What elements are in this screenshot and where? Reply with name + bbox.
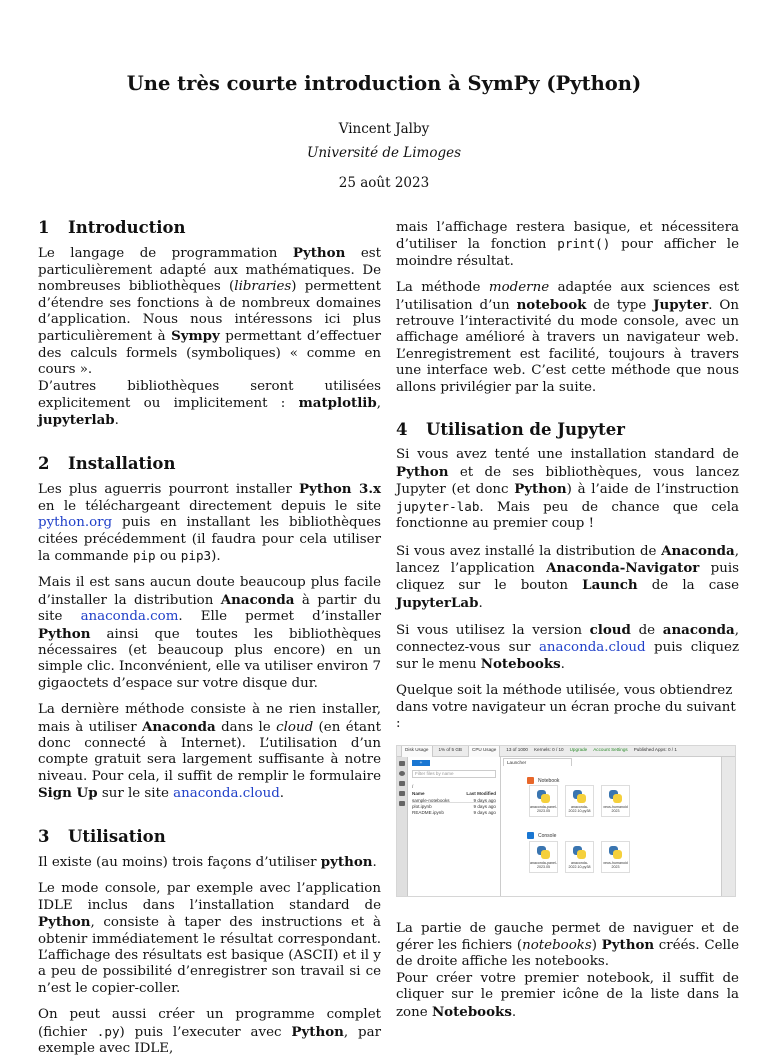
paragraph: La partie de gauche permet de naviguer et de gérer les fichiers (notebooks) Python créés. Celle de droite affiche les notebooks. [396,920,739,970]
section-heading-jupyter: 4 Utilisation de Jupyter [396,420,625,440]
anaconda-cloud-link[interactable]: anaconda.cloud [173,786,280,802]
console-kernel-card: anaconda-panel-2023.05 [529,841,558,873]
python-icon [609,790,622,803]
section-heading-utilisation: 3 Utilisation [38,826,166,846]
paragraph: Si vous utilisez la version cloud de anaconda, connectez-vous sur anaconda.cloud puis cliquez sur le menu Notebooks. [396,622,739,672]
paragraph: Les plus aguerris pourront installer Python 3.x en le téléchargeant directement depuis le site python.org puis en installant les bibliothèques citées précédemment (il faudra pour cela utiliser la commande pip ou pip3). [38,481,382,564]
right-sidebar [721,757,735,896]
python-icon [537,846,550,859]
paragraph: La méthode moderne adaptée aux sciences est l’utilisation d’un notebook de type Jupyter. On retrouve l’interactivité du mode console, avec un affichage amélioré à travers un navigateur web. L’enregistrement est facilité, toujours à travers une interface web. C’est cette méthode que nous allons privilégier par la suite. [396,280,740,395]
folder-icon [399,761,405,766]
console-kernel-card: xeus-humanoid 2023 [601,841,630,873]
file-row: plot.ipynb 9 days ago [412,803,496,809]
toc-icon [399,791,405,796]
python-icon [573,846,586,859]
paragraph: Si vous avez tenté une installation standard de Python et de ses bibliothèques, vous lancez Jupyter (et donc Python) à l’aide de l’instruction jupyter-lab. Mais peu de chance que cela fonctionne au premier coup ! [396,447,739,532]
paragraph: On peut aussi créer un programme complet (fichier .py) puis l’executer avec Python, par exemple avec IDLE, [38,1007,381,1057]
anaconda-com-link[interactable]: anaconda.com [80,609,179,625]
paragraph: mais l’affichage restera basique, et nécessitera d’utiliser la fonction print() pour afficher le moindre résultat. [396,220,739,269]
notebook-section: Notebook [527,773,559,789]
console-icon [527,832,534,839]
filter-input: Filter files by name [412,770,496,778]
section-heading-installation: 2 Installation [38,453,176,473]
affiliation: Université de Limoges [306,145,462,161]
launcher-tab: Launcher [503,758,572,766]
paragraph: Pour créer votre premier notebook, il suffit de cliquer sur le premier icône de la liste dans la zone Notebooks. [396,970,739,1020]
left-column [38,220,381,1057]
python-icon [537,790,550,803]
paragraph: La dernière méthode consiste à ne rien installer, mais à utiliser Anaconda dans le cloud (en étant donc connecté à Internet). L’utilisation d’un compte gratuit sera largement suffisante à notre niveau. Pour cela, il suffit de remplir le formulaire Sign Up sur le site anaconda.cloud. [38,702,382,802]
screenshot-topbar: Disk Usage 1% of 5 GB CPU Usage 13 of 1000 Kernels: 0 / 10 Upgrade Account Settings Published Apps: 0 / 1 [397,746,735,757]
running-icon [399,771,405,776]
jupyterlab-screenshot [396,745,736,897]
launcher-panel [501,757,721,896]
notebook-icon [527,777,534,784]
paragraph: Il existe (au moins) trois façons d’utiliser python. [38,854,377,870]
date: 25 août 2023 [338,175,430,191]
paragraph: D’autres bibliothèques seront utilisées explicitement ou implicitement : matplotlib, jupyterlab. [38,378,381,429]
activity-bar [397,757,408,896]
path: / [412,783,414,789]
notebook-kernel-card: anaconda-2022.10-py38 [565,785,594,817]
console-kernel-card: anaconda-2022.10-py38 [565,841,594,873]
git-icon [399,781,405,786]
extension-icon [399,801,405,806]
author: Vincent Jalby [338,121,430,137]
right-column [396,220,739,1021]
python-icon [609,846,622,859]
file-browser [408,757,501,896]
paragraph: Le mode console, par exemple avec l’application IDLE inclus dans l’installation standard de Python, consiste à taper des instructions et à obtenir immédiatement le résultat correspondant. L’affichage des résultats est basique (ASCII) et il y a peu de possibilité d’enregistrer son travail si ce n’est le copier-coller. [38,881,381,996]
python-icon [573,790,586,803]
console-section: Console [527,828,556,844]
section-heading-introduction: 1 Introduction [38,218,186,237]
notebook-kernel-card: anaconda-panel-2023.05 [529,785,558,817]
file-list-header: Name Last Modified [412,786,496,803]
python-org-link[interactable]: python.org [38,515,113,531]
anaconda-cloud-link[interactable]: anaconda.cloud [538,639,646,655]
paragraph: Le langage de programmation Python est particulièrement adapté aux mathématiques. De nombreuses bibliothèques (libraries) permettent d’étendre ses fonctions à de nombreux domaines d’application. Nous nous intéressons ici plus particulièrement à Sympy permettant d’effectuer des calculs formels (symboliques) « comme en cours ». [38,245,381,378]
file-row: sample-notebooks 9 days ago [412,797,496,803]
document-title: Une très courte introduction à SymPy (Python) [126,72,642,95]
notebook-kernel-card: xeus-humanoid 2023 [601,785,630,817]
file-row: README.ipynb 9 days ago [412,809,496,815]
paragraph: Quelque soit la méthode utilisée, vous obtiendrez dans votre navigateur un écran proche du suivant : [396,683,736,732]
paragraph: Si vous avez installé la distribution de Anaconda, lancez l’application Anaconda-Navigator puis cliquez sur le bouton Launch de la case JupyterLab. [396,542,740,611]
paragraph: Mais il est sans aucun doute beaucoup plus facile d’installer la distribution Anaconda à partir du site anaconda.com. Elle permet d’installer Python ainsi que toutes les bibliothèques nécessaires (et beaucoup plus encore) en un simple clic. Inconvénient, elle va utiliser environ 7 gigaoctets d’espace sur votre disque dur. [38,575,381,691]
new-launcher-button: + [412,760,430,766]
